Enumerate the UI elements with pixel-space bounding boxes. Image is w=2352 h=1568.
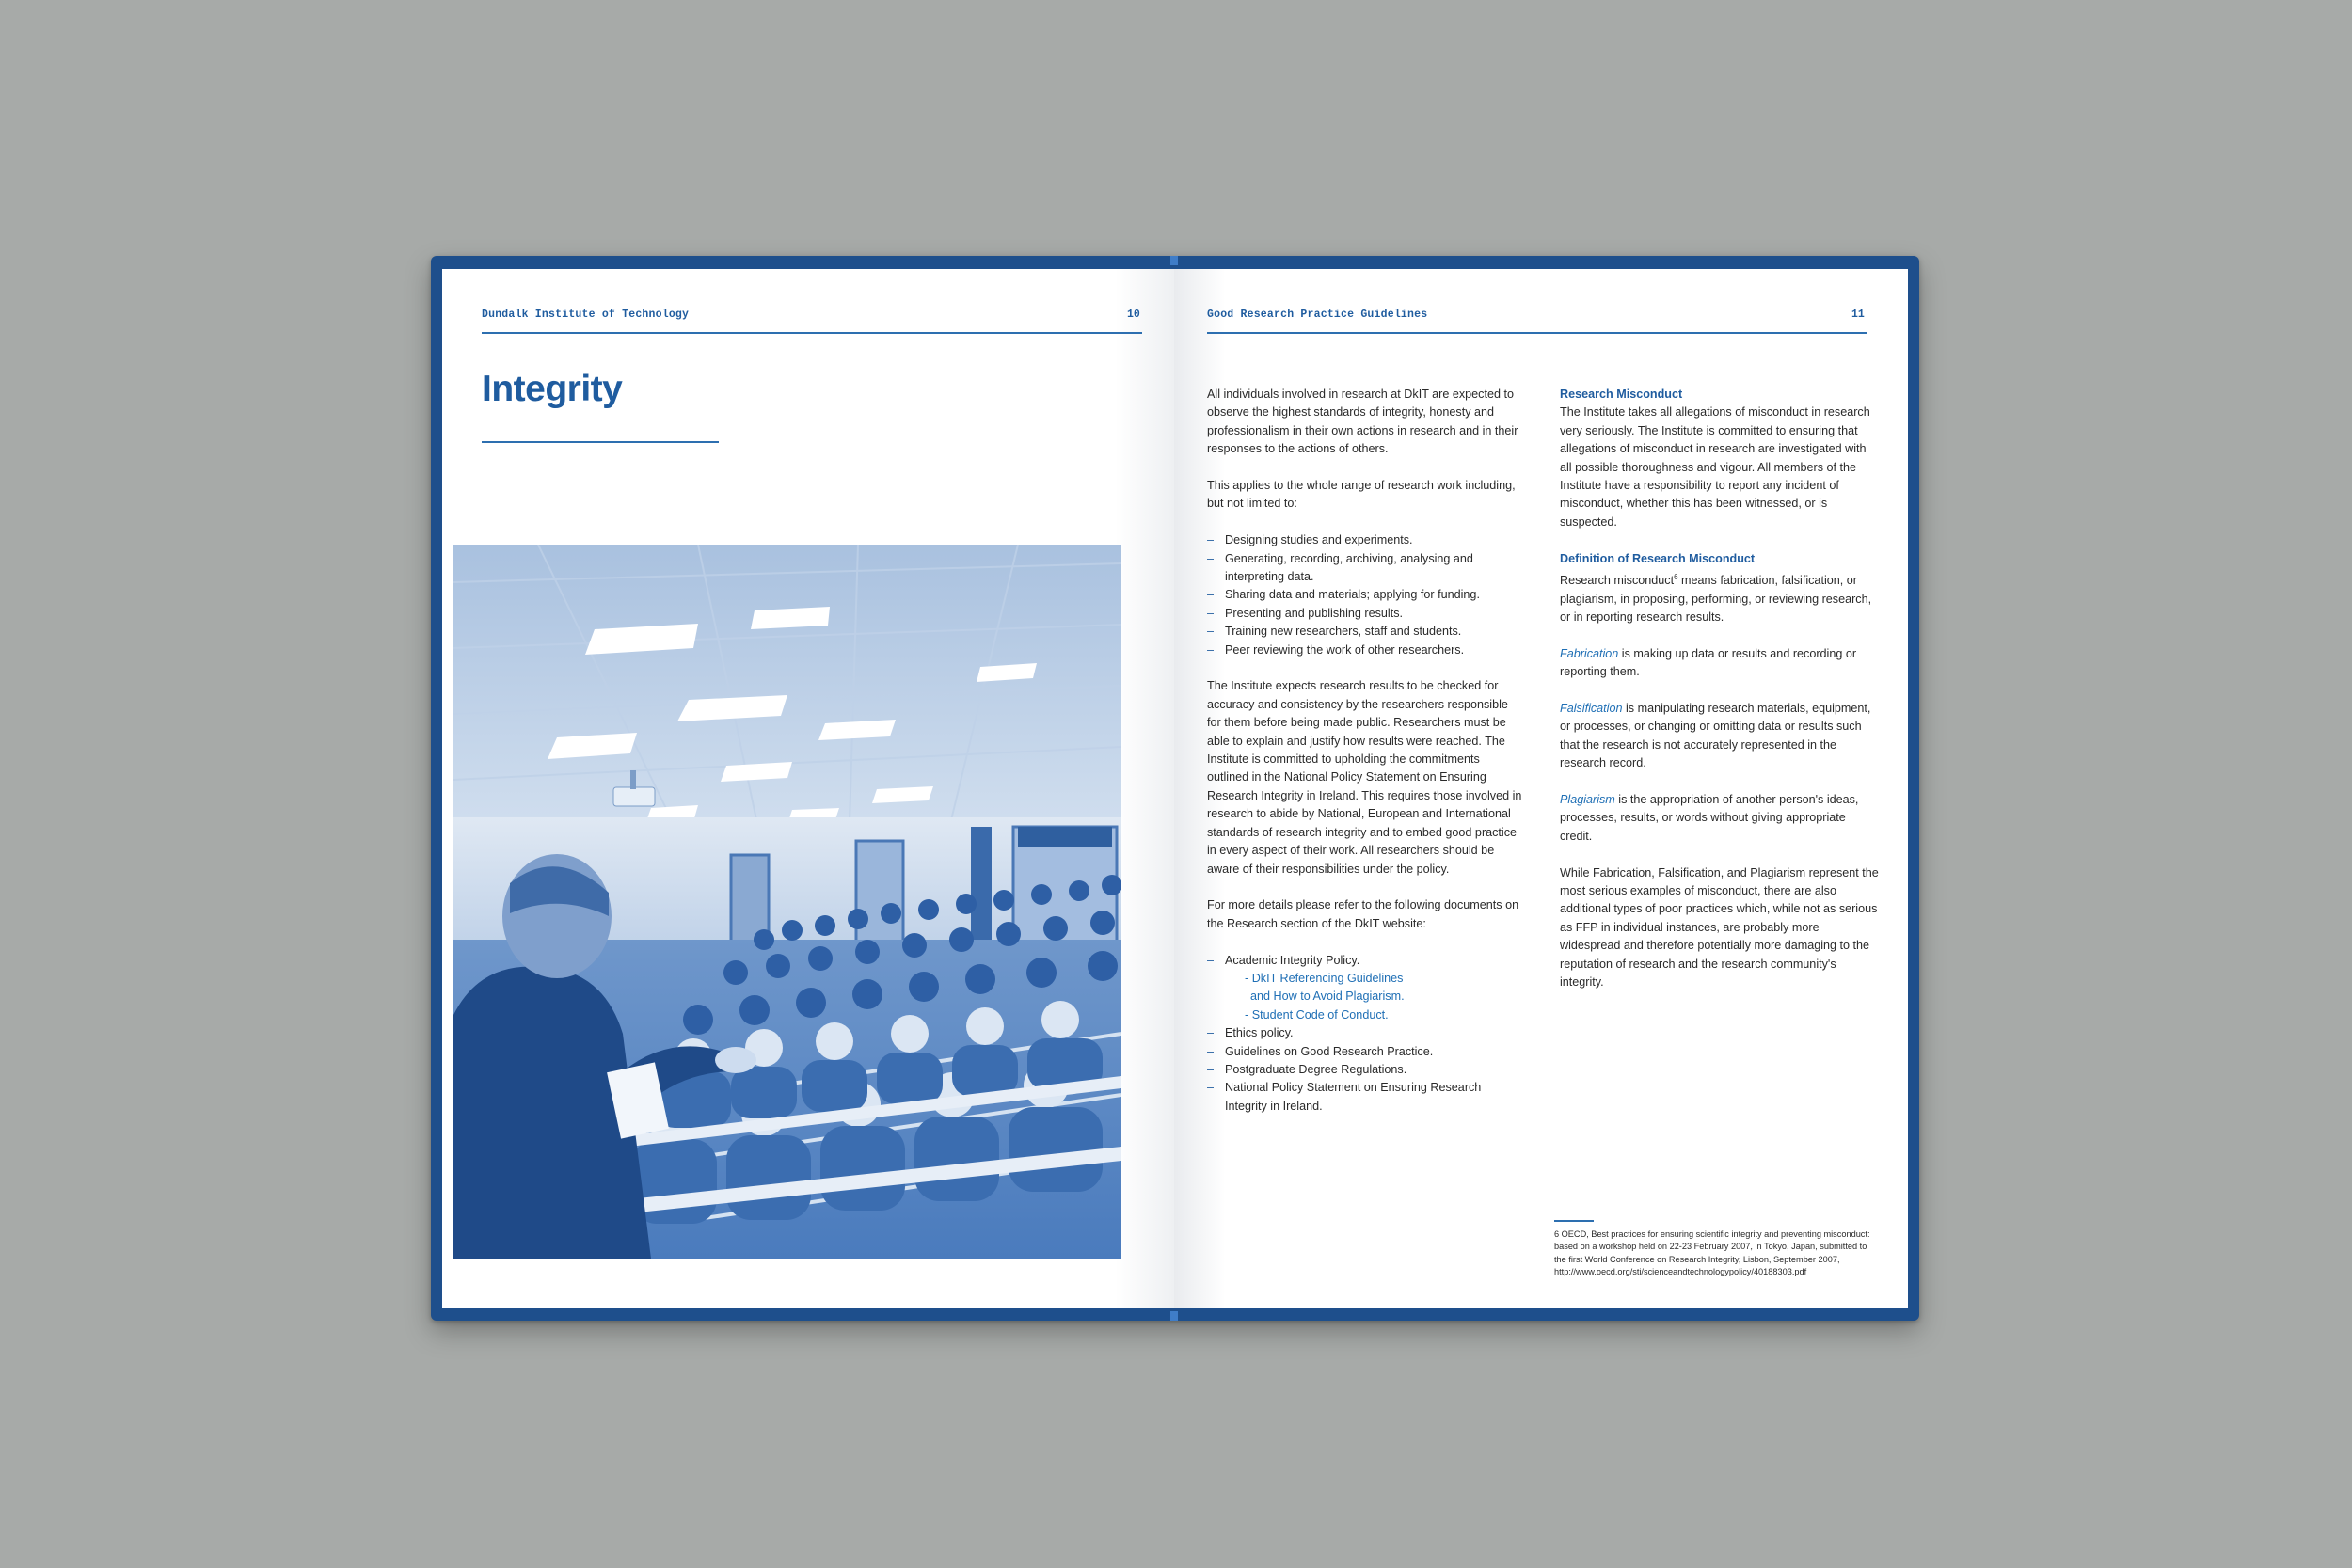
research-activities-list [1207,531,1522,659]
list-item: – Training new researchers, staff and students. [1207,623,1522,641]
header-rule-left [482,332,1142,334]
right-page [1174,269,1908,1308]
list-item: – Peer reviewing the work of other researchers. [1207,641,1522,659]
title-rule [482,441,719,443]
running-head-right: Good Research Practice Guidelines [1207,309,1428,321]
referencing-guidelines-link-cont[interactable]: and How to Avoid Plagiarism. [1250,990,1405,1004]
page-title: Integrity [482,369,623,409]
misconduct-heading: Research Misconduct [1560,388,1683,401]
body-column-1 [1207,386,1522,1134]
open-booklet [431,256,1919,1321]
list-item: – Sharing data and materials; applying for funding. [1207,586,1522,604]
student-code-link[interactable]: - Student Code of Conduct. [1245,1007,1389,1022]
definition-paragraph: Research misconduct$^6$ means fabrication, falsification, or plagiarism, in proposing, performing, or reviewing research, or in reporting research results. [1560,573,1872,625]
definition-heading: Definition of Research Misconduct [1560,551,1756,565]
falsification-paragraph: Falsification is manipulating research materials, equipment, or processes, or changing or omitting data or results such that the research is not accurately represented in the research record. [1560,702,1871,770]
misconduct-paragraph: The Institute takes all allegations of misconduct in research very seriously. The Institute is committed to ensuring that allegations of misconduct in research are investigated with all possible thoroughness and vigour. All members of the Institute have a responsibility to report any incident of misconduct, whether this has been witnessed, or is suspected. [1560,405,1870,529]
header-rule-right [1207,332,1867,334]
list-item: – Postgraduate Degree Regulations. [1207,1061,1522,1079]
left-page [442,269,1174,1308]
falsification-term: Falsification [1560,702,1623,716]
scope-paragraph: This applies to the whole range of research work including, but not limited to: [1207,479,1516,511]
list-item: – Presenting and publishing results. [1207,605,1522,623]
documents-list [1207,952,1522,1117]
spine-mark-top [1170,256,1178,265]
list-item: – Guidelines on Good Research Practice. [1207,1043,1522,1061]
documents-intro-paragraph: For more details please refer to the following documents on the Research section of the DkIT website: [1207,898,1519,930]
list-item: – Generating, recording, archiving, analysing and interpreting data. [1207,550,1522,587]
list-item: – Designing studies and experiments. [1207,531,1522,549]
plagiarism-term: Plagiarism [1560,793,1615,807]
plagiarism-paragraph: Plagiarism is the appropriation of another person's ideas, processes, results, or words without giving appropriate credit. [1560,793,1859,843]
page-number-right: 11 [1851,309,1865,321]
closing-paragraph: While Fabrication, Falsification, and Plagiarism represent the most serious examples of misconduct, there are also additional types of poor practices which, while not as serious as FFP in individual instances, are probably more widespread and therefore potentially more damaging to the reputation of research and the research community's integrity. [1560,865,1879,990]
spine-mark-bottom [1170,1311,1178,1321]
list-item: – Academic Integrity Policy. [1207,952,1522,970]
footnote-rule [1554,1220,1594,1222]
list-item: – Ethics policy. [1207,1024,1522,1042]
fabrication-paragraph: Fabrication is making up data or results and recording or reporting them. [1560,646,1857,679]
expectations-paragraph: The Institute expects research results to be checked for accuracy and consistency by the researchers responsible for them before being made public. Researchers must be able to explain and justify how results were reached. The Institute is committed to upholding the commitments outlined in the National Policy Statement on Ensuring Research Integrity in Ireland. This requires those involved in research to abide by National, European and International standards of research integrity and to embed good practice in every aspect of their work. All researchers should be aware of their responsibilities under the policy. [1207,679,1522,876]
fabrication-term: Fabrication [1560,646,1619,660]
list-item: – National Policy Statement on Ensuring Research Integrity in Ireland. [1207,1079,1522,1116]
footnote: 6 OECD, Best practices for ensuring scientific integrity and preventing misconduct: based on a workshop held on 22-23 February 2007, in Tokyo, Japan, submitted to the first World Conference on Research Integrity, Lisbon, September 2007, http://www.oecd.org/sti/scienceandtechnologypolicy/40188303.pdf [1554,1229,1870,1277]
footnote-marker: 6 [1674,573,1678,582]
page-number-left: 10 [1127,309,1140,321]
running-head-left: Dundalk Institute of Technology [482,309,690,321]
intro-paragraph: All individuals involved in research at DkIT are expected to observe the highest standards of integrity, honesty and professionalism in their own actions in research and in their responses to the actions of others. [1207,388,1518,456]
referencing-guidelines-link[interactable]: - DkIT Referencing Guidelines [1245,971,1404,985]
body-column-2 [1560,386,1880,1010]
lecture-hall-photo [453,545,1121,1259]
